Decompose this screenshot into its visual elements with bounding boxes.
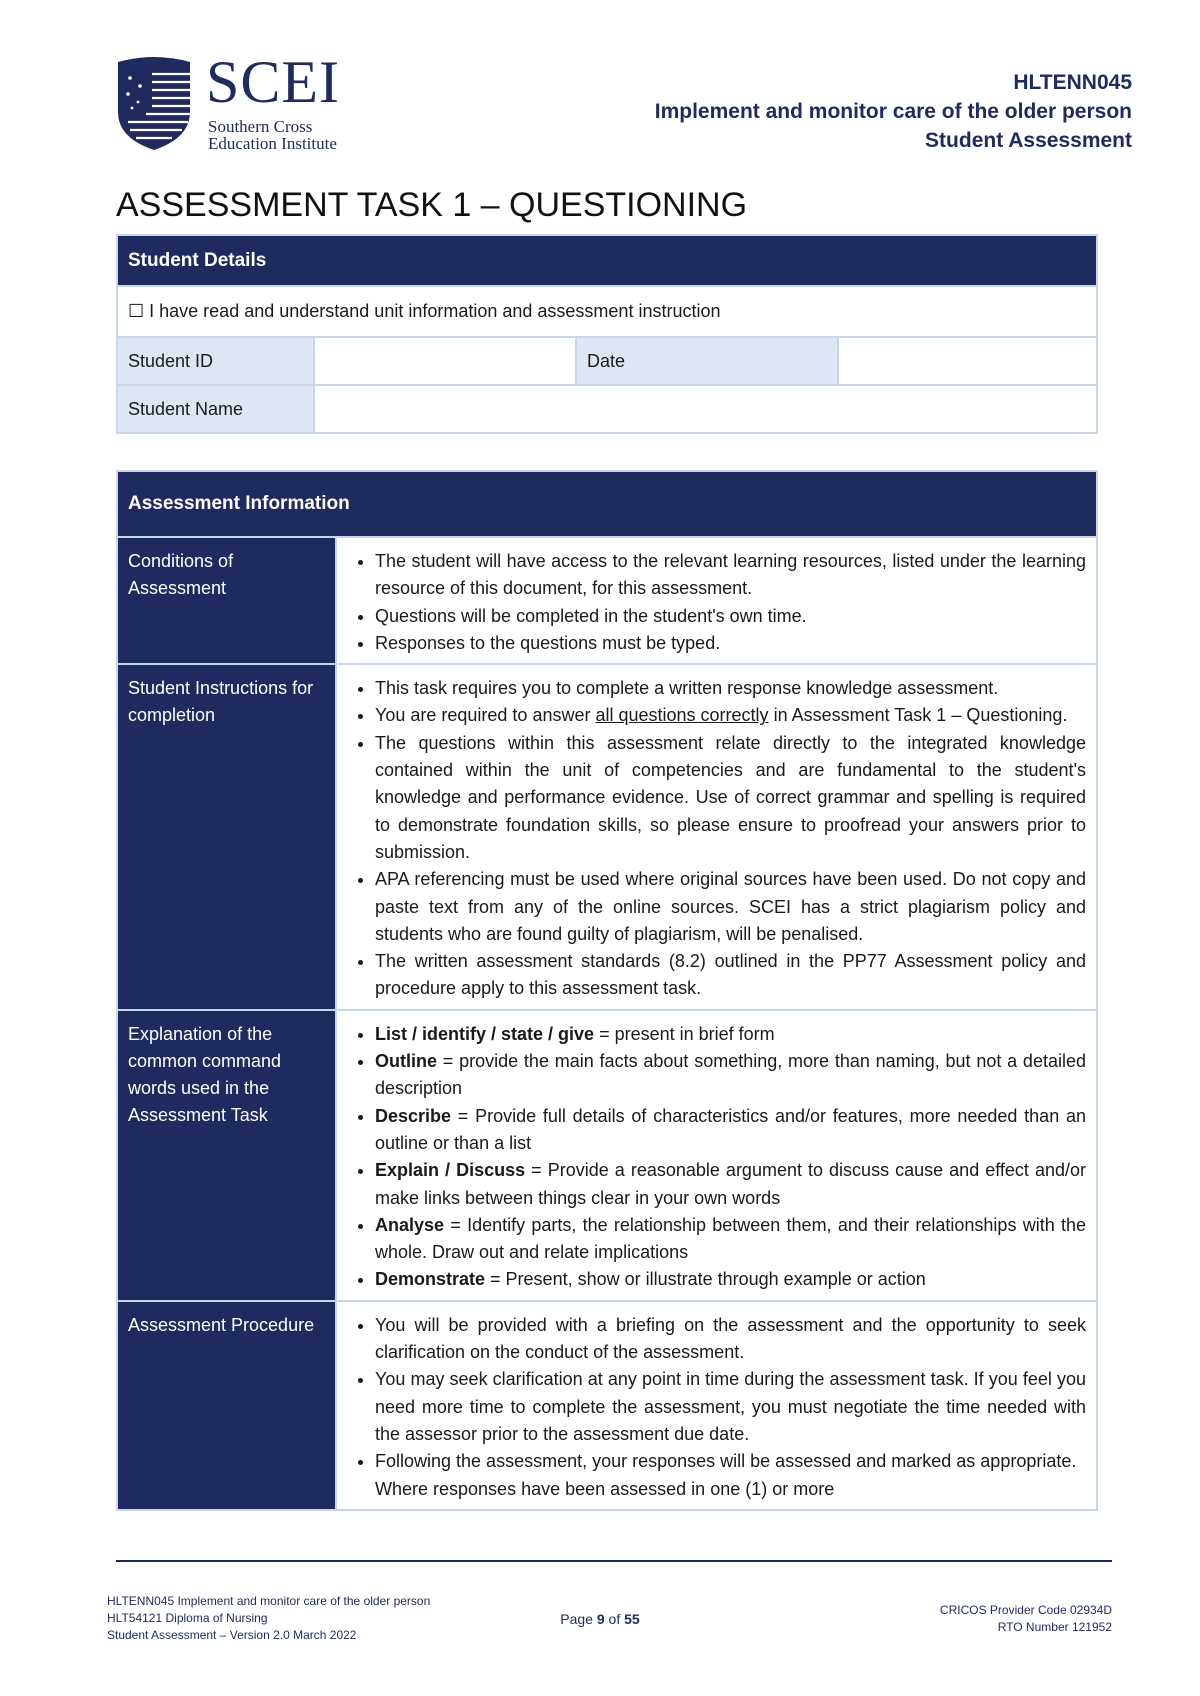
page-title: ASSESSMENT TASK 1 – QUESTIONING <box>116 186 748 224</box>
command-definition: = Present, show or illustrate through example or action <box>485 1269 926 1290</box>
list-item <box>375 1103 1086 1158</box>
underlined-emphasis: all questions correctly <box>595 705 769 726</box>
list-item: • The questions within this assessment relate directly to the integrated knowledge contained within the unit of competencies and are fundamental to the student's knowledge and performance evidence. Use of correct grammar and spelling is required to demonstrate foundation skills, so please ensure to proofread your answers prior to submission. <box>375 730 1086 866</box>
conditions-content <box>336 537 1097 664</box>
list-item: • You may seek clarification at any point in time during the assessment task. If you feel you need more time to complete the assessment, you must negotiate the time needed with the assessor prior to the assessment due date. <box>375 1366 1086 1448</box>
logo-subtitle-1: Southern Cross <box>208 117 313 136</box>
conditions-label: Conditions of Assessment <box>117 537 336 664</box>
list-item <box>375 1048 1086 1103</box>
command-term: Analyse <box>375 1214 445 1235</box>
page-total: 55 <box>624 1611 640 1627</box>
student-id-label: Student ID <box>117 337 314 385</box>
list-item: • The written assessment standards (8.2) outlined in the PP77 Assessment policy and procedure apply to this assessment task. <box>375 948 1086 1003</box>
footer-version: Student Assessment – Version 2.0 March 2022 <box>107 1628 357 1642</box>
declaration-checkbox[interactable]: ☐ I have read and understand unit information and assessment instruction <box>117 286 1097 337</box>
page-label: Page <box>560 1611 597 1627</box>
command-definition: = Provide a reasonable argument to discuss cause and effect and/or make links between things clear in your own words <box>375 1160 1087 1208</box>
command-term: Describe <box>375 1105 452 1126</box>
instruction-text: You are required to answer <box>375 705 596 726</box>
student-name-field[interactable] <box>314 385 1097 433</box>
assessment-info-heading: Assessment Information <box>117 471 1097 537</box>
list-item: • This task requires you to complete a written response knowledge assessment. <box>375 675 1086 702</box>
list-item <box>375 1212 1086 1267</box>
command-definition: = present in brief form <box>594 1023 775 1044</box>
date-field[interactable] <box>838 337 1097 385</box>
command-term: Explain / Discuss <box>375 1160 526 1181</box>
command-definition: = Identify parts, the relationship between them, and their relationships with the whole. Draw out and relate implications <box>375 1214 1086 1263</box>
list-item: • Questions will be completed in the student's own time. <box>375 603 1086 630</box>
command-term: Demonstrate <box>375 1269 486 1290</box>
page-current: 9 <box>596 1611 605 1627</box>
unit-title: Implement and monitor care of the older person <box>654 100 1132 123</box>
command-definition: = provide the main facts about something, more than naming, but not a detailed description <box>375 1051 1086 1099</box>
scei-logo <box>116 49 376 154</box>
document-header <box>655 68 1132 155</box>
command-definition: = Provide full details of characteristics and/or features, more needed than an outline or than a list <box>375 1105 1086 1153</box>
command-words-content <box>336 1010 1097 1301</box>
list-item <box>375 1266 1086 1293</box>
doc-type: Student Assessment <box>925 129 1132 152</box>
list-item: • Following the assessment, your responses will be assessed and marked as appropriate. Where responses have been assessed in one (1) or more <box>375 1448 1086 1503</box>
cricos-code: CRICOS Provider Code 02934D <box>939 1603 1112 1617</box>
list-item <box>375 1157 1086 1212</box>
instruction-text: in Assessment Task 1 – Questioning. <box>768 705 1068 726</box>
footer-right <box>940 1602 1112 1636</box>
command-words-label: Explanation of the common command words used in the Assessment Task <box>117 1010 336 1301</box>
footer-unit: HLTENN045 Implement and monitor care of the older person <box>107 1594 431 1608</box>
student-details-table <box>116 234 1098 434</box>
rto-number: RTO Number 121952 <box>997 1620 1112 1634</box>
student-name-label: Student Name <box>117 385 314 433</box>
student-details-heading: Student Details <box>117 235 1097 286</box>
unit-code: HLTENN045 <box>1013 71 1132 94</box>
logo-subtitle-2: Education Institute <box>208 134 337 153</box>
list-item: • APA referencing must be used where original sources have been used. Do not copy and paste text from any of the online sources. SCEI has a strict plagiarism policy and students who are found guilty of plagiarism, will be penalised. <box>375 866 1086 948</box>
shield-logo-icon <box>116 56 192 152</box>
procedure-content <box>336 1301 1097 1510</box>
procedure-label: Assessment Procedure <box>117 1301 336 1510</box>
instructions-label: Student Instructions for completion <box>117 664 336 1010</box>
page-of: of <box>604 1611 625 1627</box>
list-item <box>375 702 1086 729</box>
list-item: • Responses to the questions must be typed. <box>375 630 1086 657</box>
list-item: • You will be provided with a briefing on the assessment and the opportunity to seek clarification on the conduct of the assessment. <box>375 1312 1086 1367</box>
date-label: Date <box>576 337 838 385</box>
footer-qualification: HLT54121 Diploma of Nursing <box>107 1611 268 1625</box>
command-term: Outline <box>375 1051 437 1072</box>
logo-brand: SCEI <box>206 49 341 115</box>
list-item: • The student will have access to the relevant learning resources, listed under the learning resource of this document, for this assessment. <box>375 548 1086 603</box>
instructions-content <box>336 664 1097 1010</box>
student-id-field[interactable] <box>314 337 576 385</box>
assessment-info-table <box>116 470 1098 1511</box>
footer-divider <box>116 1560 1112 1562</box>
command-term: List / identify / state / give <box>375 1023 595 1044</box>
list-item <box>375 1021 1086 1048</box>
